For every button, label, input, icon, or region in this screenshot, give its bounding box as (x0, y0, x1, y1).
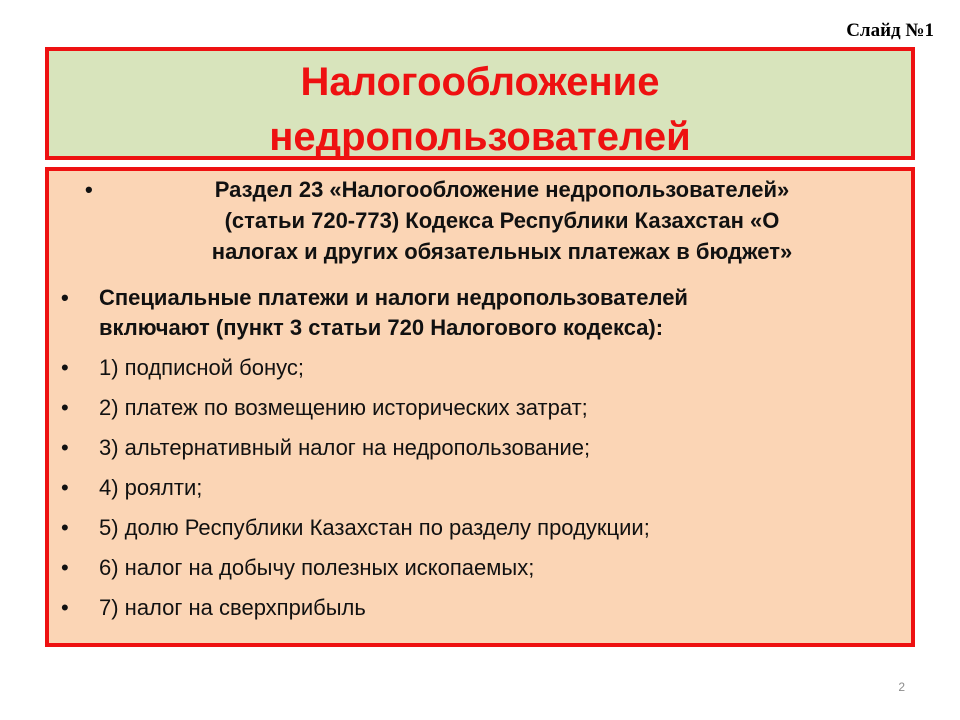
intro-line-3: налогах и других обязательных платежах в бюджет» (211, 239, 793, 264)
bullet-special-payments (49, 283, 911, 343)
bullet-dot: • (61, 595, 69, 620)
bullet-list (49, 174, 911, 633)
special-line-2: включают (пункт 3 статьи 720 Налогового кодекса): (99, 315, 664, 340)
content-box (45, 167, 915, 647)
bullet-item-alternative-tax (49, 433, 911, 463)
bullet-dot: • (61, 285, 69, 310)
bullet-dot: • (61, 475, 69, 500)
intro-line-2: (статьи 720-773) Кодекса Республики Казахстан «О (224, 208, 780, 233)
bullet-item-royalty (49, 473, 911, 503)
title-line-1: Налогообложение (300, 60, 660, 104)
bullet-item-text: 5) долю Республики Казахстан по разделу продукции; (99, 515, 650, 540)
bullet-dot: • (85, 177, 93, 202)
bullet-item-excess-profit-tax (49, 593, 911, 623)
bullet-dot: • (61, 435, 69, 460)
bullet-dot: • (61, 515, 69, 540)
bullet-item-text: 1) подписной бонус; (99, 355, 305, 380)
bullet-item-extraction-tax (49, 553, 911, 583)
page-number: 2 (898, 680, 905, 694)
bullet-item-production-share (49, 513, 911, 543)
bullet-intro (49, 174, 911, 267)
bullet-item-text: 7) налог на сверхприбыль (99, 595, 366, 620)
intro-line-1: Раздел 23 «Налогообложение недропользователей» (214, 177, 790, 202)
bullet-item-text: 6) налог на добычу полезных ископаемых; (99, 555, 535, 580)
slide-number-label: Слайд №1 (846, 20, 934, 41)
bullet-item-text: 3) альтернативный налог на недропользование; (99, 435, 591, 460)
bullet-item-text: 4) роялти; (99, 475, 203, 500)
title-box (45, 47, 915, 160)
bullet-item-signature-bonus (49, 353, 911, 383)
bullet-dot: • (61, 555, 69, 580)
bullet-dot: • (61, 355, 69, 380)
slide-title (49, 55, 911, 165)
bullet-item-historical-costs (49, 393, 911, 423)
title-line-2: недропользователей (269, 115, 691, 159)
special-line-1: Специальные платежи и налоги недропользователей (99, 285, 688, 310)
bullet-dot: • (61, 395, 69, 420)
bullet-item-text: 2) платеж по возмещению исторических затрат; (99, 395, 588, 420)
